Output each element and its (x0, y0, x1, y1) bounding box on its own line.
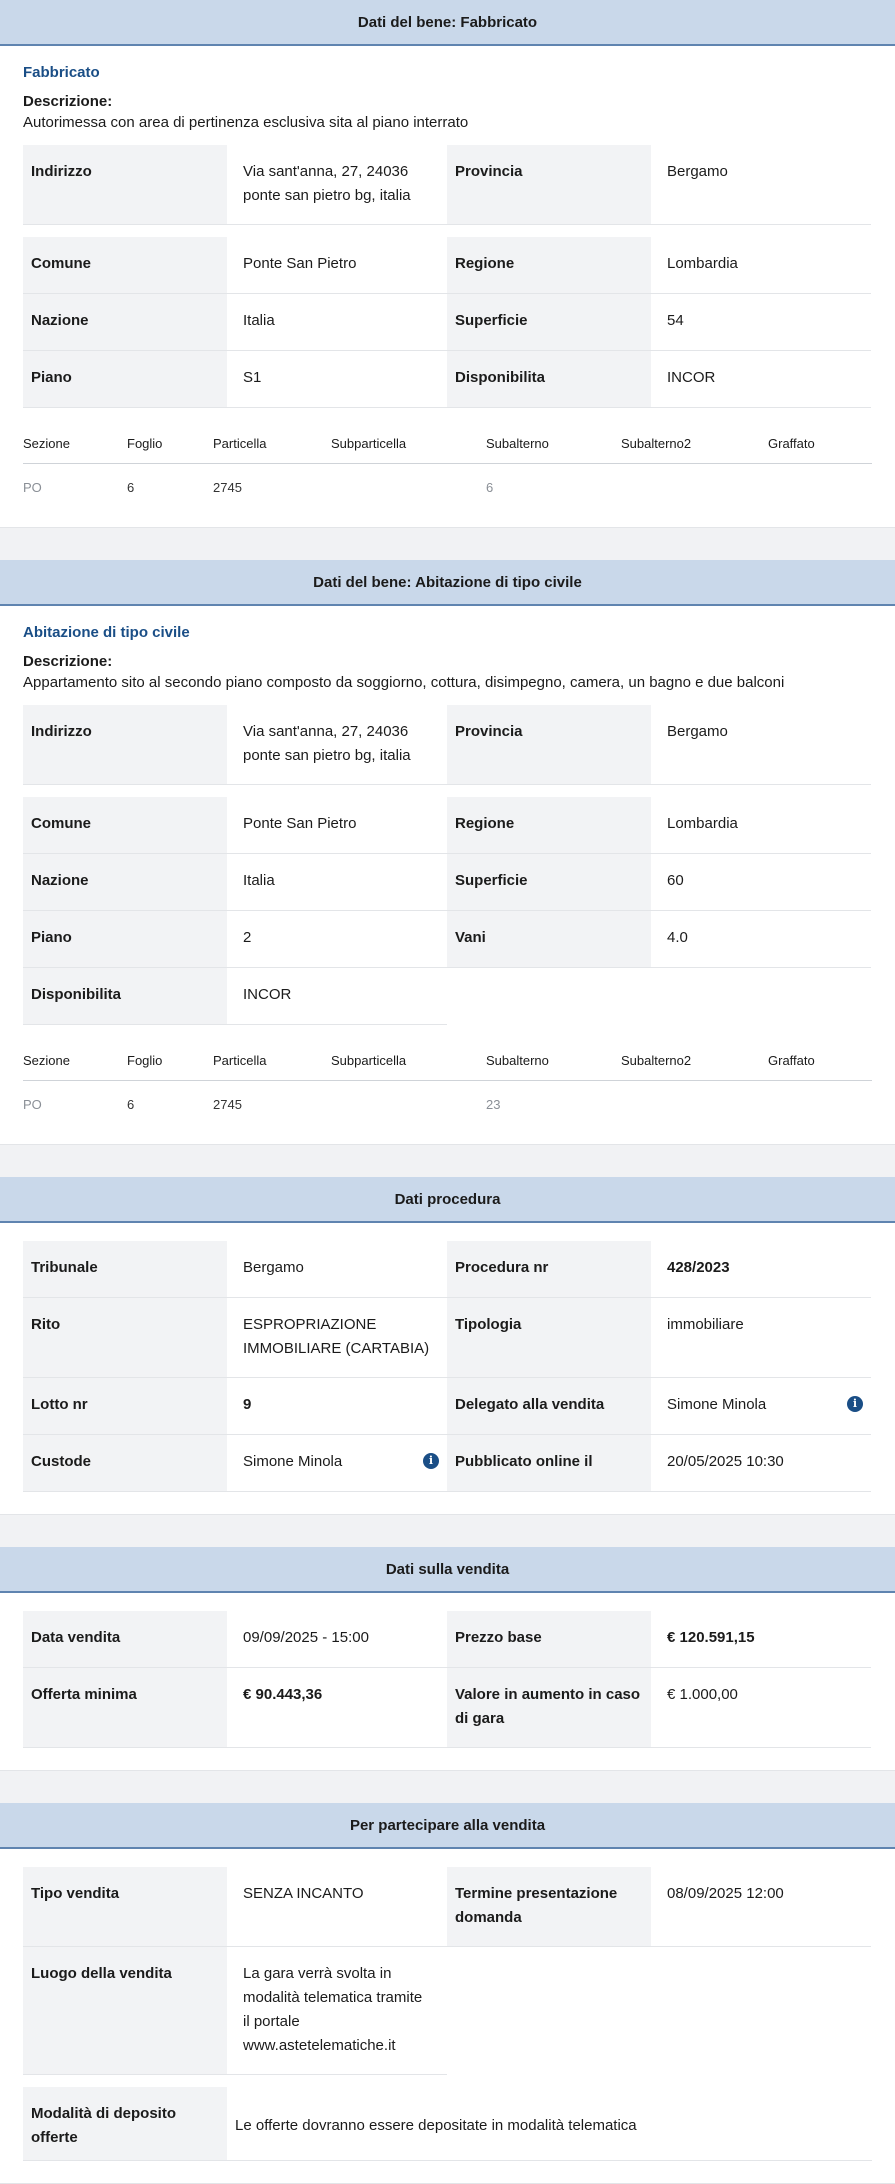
field-value: Ponte San Pietro (243, 255, 357, 272)
field-label: Lotto nr (23, 1378, 227, 1434)
field-value: immobiliare (667, 1316, 744, 1333)
catasto-header: Graffato (768, 1053, 872, 1081)
field-value: € 120.591,15 (667, 1629, 755, 1646)
field-label: Regione (447, 237, 651, 293)
catasto-cell (768, 464, 872, 506)
catasto-header: Subalterno2 (621, 1053, 768, 1081)
field-label: Provincia (447, 705, 651, 784)
field-label: Regione (447, 797, 651, 853)
info-icon[interactable]: i (423, 1453, 439, 1469)
field-label: Piano (23, 911, 227, 967)
field-label: Procedura nr (447, 1241, 651, 1297)
vendita-card (0, 1547, 895, 1771)
table-row (23, 464, 872, 506)
field-value: € 90.443,36 (243, 1686, 323, 1703)
section-header: Dati del bene: Fabbricato (0, 0, 895, 46)
field-label: Offerta minima (23, 1668, 227, 1747)
section-header: Dati procedura (0, 1177, 895, 1223)
field-value: 09/09/2025 - 15:00 (243, 1629, 369, 1646)
description-text: Autorimessa con area di pertinenza esclusiva sita al piano interrato (23, 114, 469, 131)
field-value: 4.0 (667, 929, 688, 946)
catasto-table (23, 1053, 872, 1122)
field-value: 08/09/2025 12:00 (667, 1885, 784, 1902)
field-row (447, 351, 871, 408)
field-value: S1 (243, 369, 262, 386)
description-label: Descrizione: (23, 93, 113, 110)
field-value: Bergamo (667, 723, 728, 740)
field-value: 20/05/2025 10:30 (667, 1453, 784, 1470)
procedura-card (0, 1177, 895, 1515)
field-row (447, 294, 871, 351)
field-label: Indirizzo (23, 705, 227, 784)
field-label: Delegato alla vendita (447, 1378, 651, 1434)
field-value: INCOR (667, 369, 716, 386)
delegato-name: Simone Minola (667, 1396, 767, 1413)
field-value: La gara verrà svolta in modalità telematica tramite il portale www.astetelematiche.it (243, 1965, 423, 2054)
field-row (447, 797, 871, 854)
section-header: Dati del bene: Abitazione di tipo civile (0, 560, 895, 606)
field-label: Custode (23, 1435, 227, 1491)
field-label: Modalità di deposito offerte (23, 2087, 227, 2160)
field-value: € 1.000,00 (667, 1686, 738, 1703)
field-row (447, 1668, 871, 1748)
field-label: Prezzo base (447, 1611, 651, 1667)
field-label: Superficie (447, 294, 651, 350)
field-label: Nazione (23, 294, 227, 350)
field-value: Via sant'anna, 27, 24036 ponte san pietro bg, italia (243, 163, 411, 204)
field-row (23, 1435, 447, 1492)
bene-title: Abitazione di tipo civile (23, 624, 190, 641)
field-label: Rito (23, 1298, 227, 1377)
catasto-cell: 2745 (213, 480, 242, 495)
field-value: 428/2023 (667, 1259, 730, 1276)
field-value: Lombardia (667, 815, 738, 832)
field-label: Nazione (23, 854, 227, 910)
field-row (23, 237, 447, 294)
partecipare-card (0, 1803, 895, 2184)
field-row (447, 1241, 871, 1298)
field-value: Italia (243, 312, 275, 329)
field-label: Termine presentazione domanda (447, 1867, 651, 1946)
field-row (23, 1298, 447, 1378)
field-label: Valore in aumento in caso di gara (447, 1668, 651, 1747)
section-header: Dati sulla vendita (0, 1547, 895, 1593)
catasto-header: Subalterno2 (621, 436, 768, 464)
field-row (23, 1241, 447, 1298)
description-label: Descrizione: (23, 653, 113, 670)
field-row (447, 145, 871, 225)
field-label: Provincia (447, 145, 651, 224)
field-value: SENZA INCANTO (243, 1885, 364, 1902)
custode-name: Simone Minola (243, 1453, 343, 1470)
field-value (227, 1435, 447, 1491)
field-row (447, 1298, 871, 1378)
field-label: Data vendita (23, 1611, 227, 1667)
field-row (23, 1947, 447, 2075)
field-row (23, 1867, 447, 1947)
field-row (447, 1378, 871, 1435)
field-value: Le offerte dovranno essere depositate in modalità telematica (235, 2117, 637, 2134)
field-label: Tipologia (447, 1298, 651, 1377)
field-value: 2 (243, 929, 252, 946)
info-icon[interactable]: i (847, 1396, 863, 1412)
field-label: Disponibilita (23, 968, 227, 1024)
catasto-header: Subparticella (331, 1053, 486, 1081)
field-value: 9 (243, 1396, 252, 1413)
field-value: Ponte San Pietro (243, 815, 357, 832)
table-row (23, 1081, 872, 1123)
catasto-cell: 23 (486, 1097, 501, 1112)
field-row (447, 911, 871, 968)
field-value: Via sant'anna, 27, 24036 ponte san pietro bg, italia (243, 723, 411, 764)
bene-fabbricato-card (0, 0, 895, 528)
field-label: Superficie (447, 854, 651, 910)
field-row (23, 854, 447, 911)
field-label: Tipo vendita (23, 1867, 227, 1946)
field-row (23, 351, 447, 408)
section-header: Per partecipare alla vendita (0, 1803, 895, 1849)
catasto-table (23, 436, 872, 505)
catasto-header: Sezione (23, 1053, 127, 1081)
field-row (23, 294, 447, 351)
catasto-header: Subparticella (331, 436, 486, 464)
field-row (447, 1867, 871, 1947)
field-value: Bergamo (243, 1259, 304, 1276)
field-value: ESPROPRIAZIONE IMMOBILIARE (CARTABIA) (243, 1316, 430, 1357)
field-label: Disponibilita (447, 351, 651, 407)
field-value (651, 1378, 871, 1434)
field-row (23, 968, 447, 1025)
catasto-cell: PO (23, 1097, 42, 1112)
catasto-header: Foglio (127, 1053, 213, 1081)
field-row (23, 2087, 872, 2161)
field-value: 54 (667, 312, 684, 329)
field-row (23, 911, 447, 968)
catasto-cell (331, 464, 486, 506)
field-label: Comune (23, 237, 227, 293)
field-row (23, 797, 447, 854)
catasto-header: Particella (213, 1053, 331, 1081)
catasto-header: Subalterno (486, 436, 621, 464)
catasto-header: Foglio (127, 436, 213, 464)
catasto-cell: PO (23, 480, 42, 495)
field-value: Bergamo (667, 163, 728, 180)
bene-abitazione-card (0, 560, 895, 1145)
field-label: Vani (447, 911, 651, 967)
field-row (23, 1611, 447, 1668)
catasto-cell: 6 (127, 1097, 135, 1112)
field-row (23, 145, 447, 225)
catasto-header: Graffato (768, 436, 872, 464)
field-row (447, 1435, 871, 1492)
field-label: Comune (23, 797, 227, 853)
field-value: INCOR (243, 986, 292, 1003)
description-text: Appartamento sito al secondo piano composto da soggiorno, cottura, disimpegno, camera, un bagno e due balconi (23, 674, 785, 691)
field-value: Lombardia (667, 255, 738, 272)
field-label: Piano (23, 351, 227, 407)
field-row (23, 1378, 447, 1435)
field-label: Pubblicato online il (447, 1435, 651, 1491)
catasto-cell (621, 464, 768, 506)
field-row (23, 1668, 447, 1748)
catasto-cell: 2745 (213, 1097, 242, 1112)
catasto-cell (331, 1081, 486, 1123)
field-row (447, 1611, 871, 1668)
field-value: 60 (667, 872, 684, 889)
catasto-header: Particella (213, 436, 331, 464)
catasto-header: Sezione (23, 436, 127, 464)
catasto-cell: 6 (127, 480, 135, 495)
field-label: Indirizzo (23, 145, 227, 224)
bene-title: Fabbricato (23, 64, 100, 81)
field-row (447, 705, 871, 785)
field-label: Luogo della vendita (23, 1947, 227, 2074)
field-row (447, 237, 871, 294)
field-row (447, 854, 871, 911)
field-value: Italia (243, 872, 275, 889)
catasto-cell: 6 (486, 480, 494, 495)
catasto-cell (621, 1081, 768, 1123)
catasto-cell (768, 1081, 872, 1123)
catasto-header: Subalterno (486, 1053, 621, 1081)
field-label: Tribunale (23, 1241, 227, 1297)
field-row (23, 705, 447, 785)
